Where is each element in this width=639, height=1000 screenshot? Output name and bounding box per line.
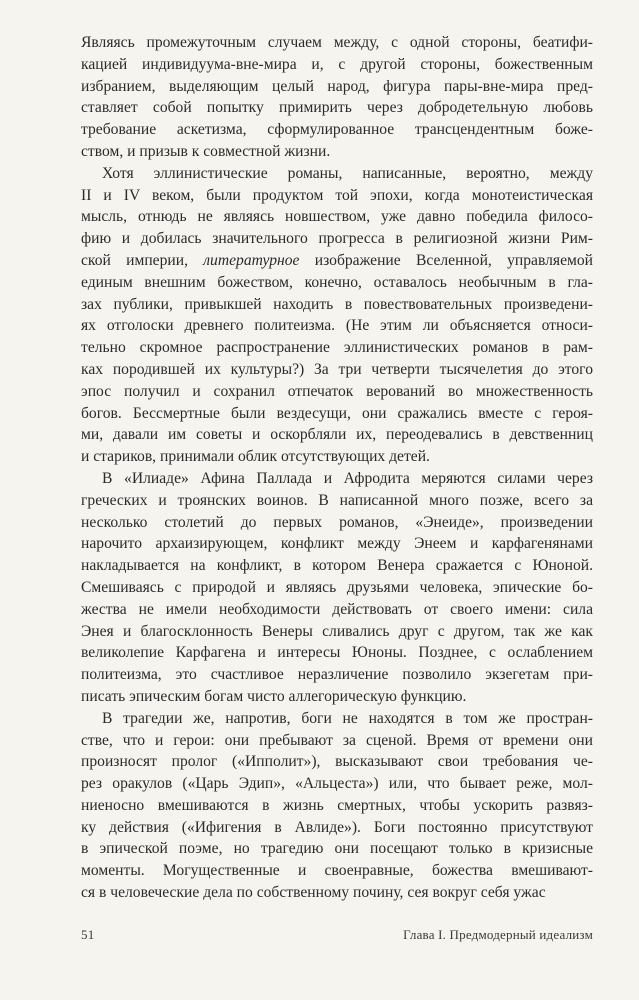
text-line: ях отголоски древнего политеизма. (Не этим ли объясняется относи- [81,317,593,335]
text-line: ством, и призыв к совместной жизни. [81,142,331,160]
text-line: зах публики, привыкшей находить в повествовательных произведени- [81,295,593,313]
emphasis: литературное [203,251,300,269]
text-line: мысль, отнюдь не являясь новшеством, уже давно победила филосо- [81,208,593,226]
page-number: 51 [81,927,95,942]
running-head: Глава I. Предмодерный идеализм [403,927,593,942]
text-line: фию и добилась значительного прогресса в религиозной жизни Рим- [81,230,593,248]
text-line: избранием, выделяющим целый народ, фигура пары-вне-мира пред- [81,77,593,95]
text-line: В «Илиаде» Афина Паллада и Афродита меряются силами через [102,469,593,487]
text-line: тельно скромное распространение эллинистических романов в рам- [81,339,593,357]
text-line: II и IV веком, были продуктом той эпохи, когда монотеистическая [81,186,593,204]
text-line: накладывается на конфликт, в котором Венера сражается с Юноной. [81,557,593,575]
text-line: произносят пролог («Ипполит»), высказывают свои требования че- [81,753,593,771]
text-line: ку действия («Ифигения в Авлиде»). Боги постоянно присутствуют [81,818,593,836]
text-line: рез оракулов («Царь Эдип», «Альцеста») или, что бывает реже, мол- [81,775,593,793]
text-line: Хотя эллинистические романы, написанные, вероятно, между [102,164,593,182]
text-line: ми, давали им советы и оскорбляли их, переодевались в девственниц [81,426,593,444]
body-text [81,32,593,904]
text-line: В трагедии же, напротив, боги не находятся в том же простран- [102,709,593,727]
text-line: писать эпическим богам чисто аллегорическую функцию. [81,687,467,705]
text-line: единым внешним божеством, конечно, оставалось необычным в гла- [81,273,593,291]
text-line: несколько столетий до первых романов, «Энеиде», произведении [81,513,593,531]
text-line: требование аскетизма, сформулированное трансцендентным боже- [81,121,593,139]
text-line: и стариков, принимали облик отсутствующих детей. [81,448,430,466]
text-line: стве, что и герои: они пребывают за сценой. Время от времени они [81,731,593,749]
text-line: ниеносно вмешиваются в жизнь смертных, чтобы ускорить развяз- [81,796,593,814]
text-line: эпос получил и сохранил отпечаток верований во множественность [81,382,593,400]
text-line: нарочито архаизирующем, конфликт между Энеем и карфагенянами [81,535,593,553]
paragraph [81,708,593,904]
text-line: в эпической поэме, но трагедию они посещают только в кризисные [81,840,593,858]
paragraph [81,468,593,708]
text-line: ской империи, литературное изображение Вселенной, управляемой [81,251,593,269]
text-line: греческих и троянских воинов. В написанной много позже, всего за [81,491,593,509]
text-line: ставляет собой попытку примирить через добродетельную любовь [81,99,593,117]
text-line: политеизма, это счастливое неразличение позволило экзегетам при- [81,666,593,684]
text-line: Смешиваясь с природой и являясь друзьями человека, эпические бо- [81,578,593,596]
text-line: кацией индивидуума-вне-мира и, с другой стороны, божественным [81,55,593,73]
text-line: великолепие Карфагена и интересы Юноны. Позднее, с ослаблением [81,644,593,662]
text-line: ках породившей их культуры?) За три четверти тысячелетия до этого [81,360,593,378]
paragraph [81,163,593,468]
paragraph [81,32,593,163]
text-line: Энея и благосклонность Венеры сливались друг с другом, так же как [81,622,593,640]
text-line: Являясь промежуточным случаем между, с одной стороны, беатифи- [81,34,593,51]
text-line: богов. Бессмертные были вездесущи, они сражались вместе с героя- [81,404,593,422]
text-line: жества не имели необходимости действовать от своего имени: сила [81,600,593,618]
text-line: ся в человеческие дела по собственному почину, сея вокруг себя ужас [81,884,546,902]
text-line: моменты. Могущественные и своенравные, божества вмешивают- [81,862,593,880]
